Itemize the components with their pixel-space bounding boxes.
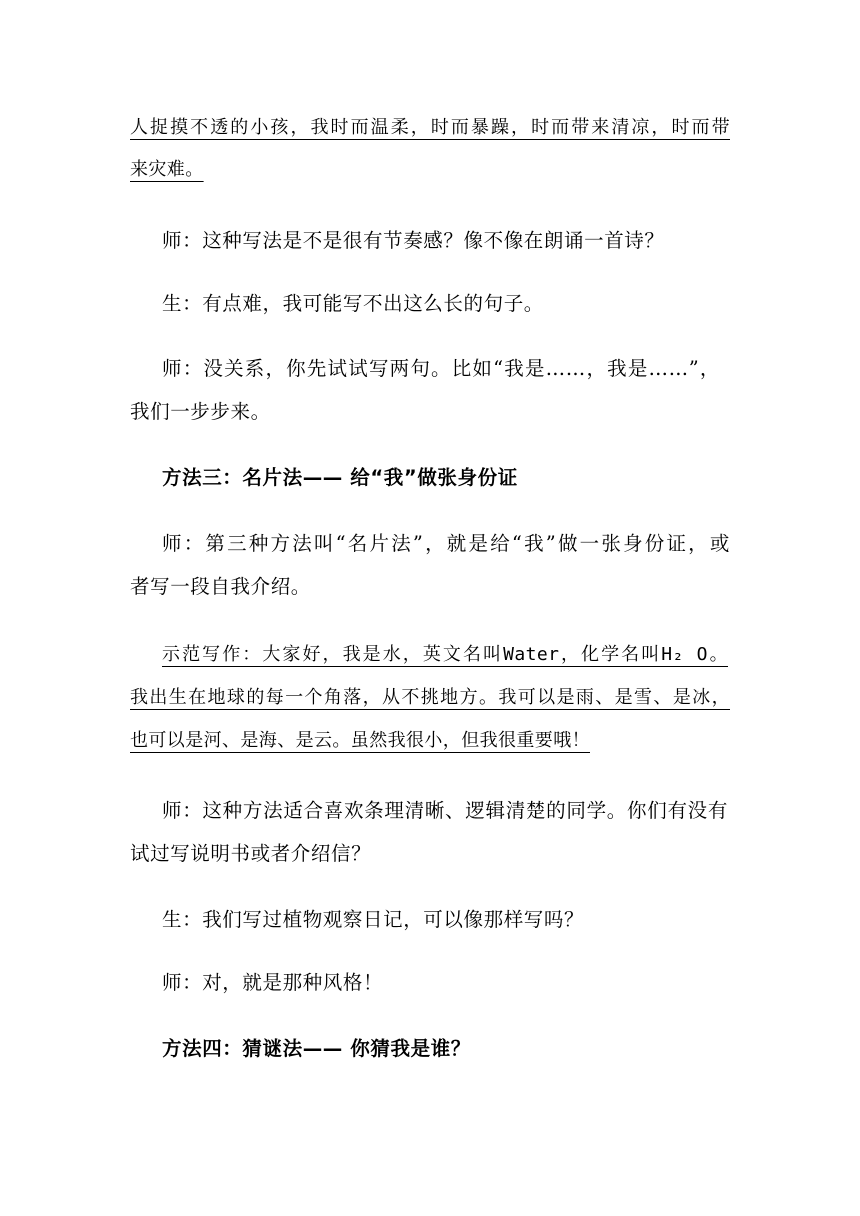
dialogue-line: 生：有点难，我可能写不出这么长的句子。	[162, 292, 544, 315]
dialogue-line: 师：对，就是那种风格！	[162, 971, 384, 994]
dialogue-line: 师：没关系，你先试试写两句。比如“我是……，我是……”，	[162, 357, 720, 380]
dialogue-line: 师：这种方法适合喜欢条理清晰、逻辑清楚的同学。你们有没有	[162, 799, 728, 822]
section-heading: 方法三：名片法—— 给“我”做张身份证	[162, 466, 518, 489]
sample-text-line: 示范写作：大家好，我是水，英文名叫Water，化学名叫H₂ O。	[162, 644, 728, 665]
sample-text-line: 也可以是河、是海、是云。虽然我很小，但我很重要哦！	[130, 730, 590, 751]
dialogue-line: 生：我们写过植物观察日记，可以像那样写吗？	[162, 908, 585, 931]
sample-text-line: 我出生在地球的每一个角落，从不挑地方。我可以是雨、是雪、是冰，	[130, 687, 730, 708]
dialogue-line: 试过写说明书或者介绍信？	[130, 842, 372, 865]
section-heading: 方法四：猜谜法—— 你猜我是谁？	[162, 1037, 471, 1060]
dialogue-line: 师：这种写法是不是很有节奏感？像不像在朗诵一首诗？	[162, 229, 665, 252]
dialogue-line: 者写一段自我介绍。	[130, 575, 311, 598]
sample-text-line: 来灾难。	[130, 159, 204, 180]
sample-text-line: 人捉摸不透的小孩，我时而温柔，时而暴躁，时而带来清凉，时而带	[130, 117, 730, 138]
dialogue-line: 我们一步步来。	[130, 400, 271, 423]
dialogue-line: 师：第三种方法叫“名片法”，就是给“我”做一张身份证，或	[162, 532, 730, 555]
